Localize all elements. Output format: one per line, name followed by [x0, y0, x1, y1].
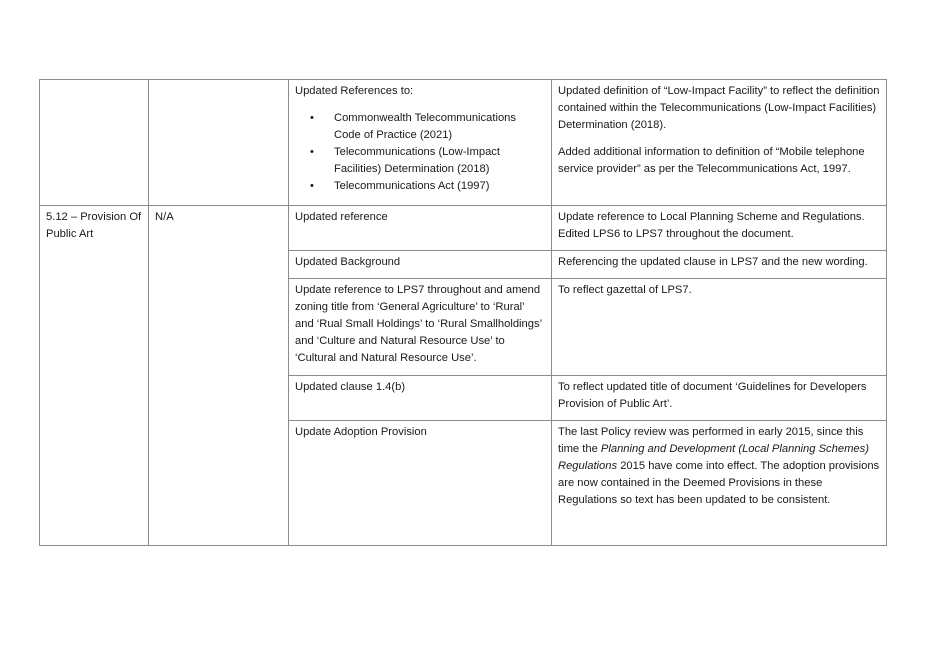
table-row: [40, 206, 887, 251]
list-item: • Commonwealth Telecommunications Code of Practice (2021): [310, 112, 516, 141]
policy-changes-table: [39, 79, 887, 546]
policy-cell: [40, 80, 149, 206]
reason-cell: Referencing the updated clause in LPS7 and the new wording.: [552, 251, 887, 279]
reason-paragraph: Updated definition of “Low-Impact Facility” to reflect the definition contained within the Telecommunications (Low-Impact Facilities) Determination (2018).: [558, 85, 880, 131]
table-row: [40, 80, 887, 206]
change-cell: Update Adoption Provision: [289, 421, 552, 546]
change-cell: Updated clause 1.4(b): [289, 376, 552, 421]
reason-paragraph: Added additional information to definition of “Mobile telephone service provider” as per the Telecommunications Act, 1997.: [558, 146, 865, 175]
change-cell: [289, 80, 552, 206]
bullet-icon: •: [310, 180, 314, 192]
list-item: • Telecommunications (Low-Impact Facilities) Determination (2018): [310, 146, 501, 175]
list-item: • Telecommunications Act (1997): [334, 178, 545, 195]
reference-cell: N/A: [149, 206, 289, 546]
change-cell: Updated Background: [289, 251, 552, 279]
reason-cell: Update reference to Local Planning Scheme and Regulations. Edited LPS6 to LPS7 throughout the document.: [552, 206, 887, 251]
reason-cell: To reflect gazettal of LPS7.: [552, 279, 887, 376]
regulations-title: Planning and Development (Local Planning Schemes) Regulations: [558, 443, 869, 472]
reference-cell: [149, 80, 289, 206]
policy-cell: 5.12 – Provision Of Public Art: [40, 206, 149, 546]
bullet-icon: •: [310, 112, 314, 124]
bullet-icon: •: [310, 146, 314, 158]
change-intro: Updated References to:: [295, 85, 414, 97]
reference-list: [295, 110, 545, 195]
change-cell: Updated reference: [289, 206, 552, 251]
change-cell: Update reference to LPS7 throughout and amend zoning title from ‘General Agriculture’ to ‘Rural’ and ‘Rual Small Holdings’ to ‘Rural Smallholdings’ and ‘Culture and Natural Resource Use’ to ‘Cultural and Natural Resource Use’.: [289, 279, 552, 376]
reason-cell: To reflect updated title of document ‘Guidelines for Developers Provision of Public Art’.: [552, 376, 887, 421]
reason-cell: The last Policy review was performed in early 2015, since this time the Planning and Development (Local Planning Schemes) Regulations 2015 have come into effect. The adoption provisions are now contained in the Deemed Provisions in these Regulations so text has been updated to be consistent.: [552, 421, 887, 546]
reason-cell: [552, 80, 887, 206]
